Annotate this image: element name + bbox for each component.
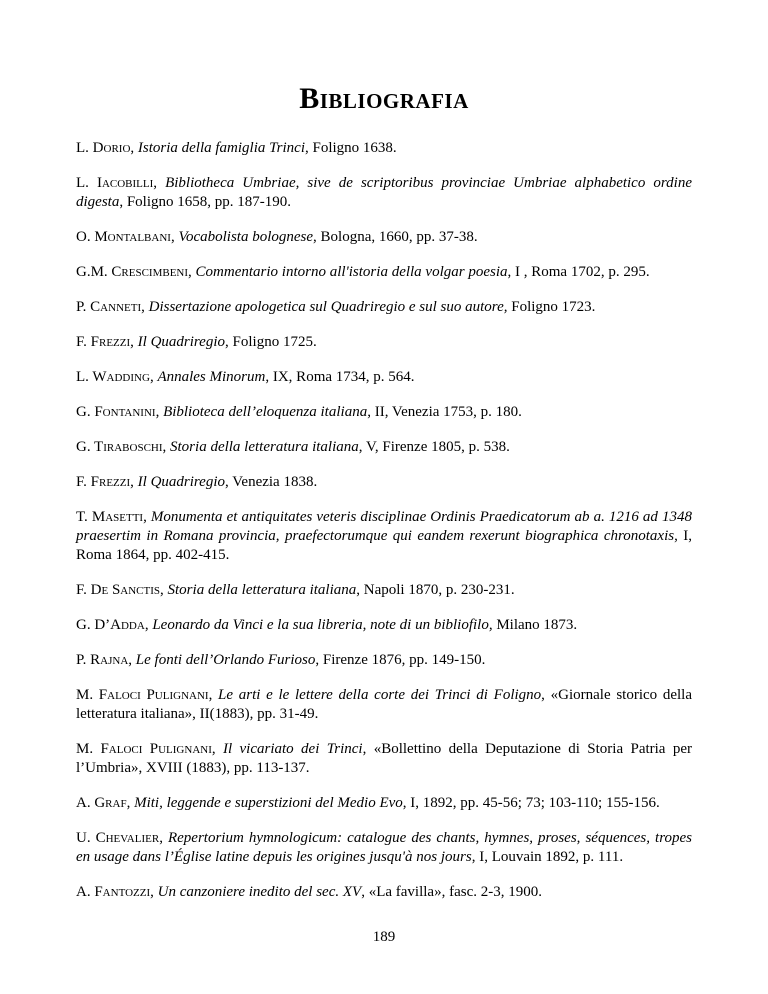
entry-title: Il Quadriregio — [137, 474, 226, 490]
entry-title: Le fonti dell’Orlando Furioso — [135, 652, 316, 668]
entry-author: G. Tiraboschi — [76, 439, 163, 455]
entry-separator: , — [153, 175, 166, 191]
entry-separator: , — [130, 140, 138, 156]
entry-publication-details: , «La favilla», fasc. 2-3, 1900. — [361, 884, 542, 900]
bibliography-entry — [76, 616, 692, 635]
entry-separator: , — [155, 404, 164, 420]
bibliography-entry — [76, 651, 692, 670]
bibliography-entry — [76, 473, 692, 492]
entry-title: Dissertazione apologetica sul Quadriregio e sul suo autore, — [148, 299, 508, 315]
entry-publication-details: , I , Roma 1702, p. 295. — [507, 264, 650, 280]
bibliography-entry — [76, 333, 692, 352]
entry-publication-details: , Foligno 1638. — [305, 140, 397, 156]
entry-author: M. Faloci Pulignani — [76, 687, 209, 703]
entry-separator: , — [162, 439, 171, 455]
entry-title: Un canzoniere inedito del sec. XV — [157, 884, 362, 900]
entry-separator: , — [144, 617, 153, 633]
entry-separator: , — [150, 884, 158, 900]
entry-author: A. Fantozzi — [76, 884, 151, 900]
entry-title: Commentario intorno all'istoria della volgar poesia — [195, 264, 508, 280]
entry-publication-details: , Napoli 1870, p. 230-231. — [356, 582, 515, 598]
entry-author: F. Frezzi — [76, 474, 131, 490]
entry-author: M. Faloci Pulignani — [76, 741, 212, 757]
entry-separator: , — [126, 795, 135, 811]
entry-publication-details: , Venezia 1838. — [225, 474, 318, 490]
entry-author: L. Iacobilli — [76, 175, 154, 191]
entry-separator: , — [130, 334, 138, 350]
entry-author: L. Wadding — [76, 369, 150, 385]
bibliography-entry — [76, 263, 692, 282]
entry-author: A. Graf — [76, 795, 127, 811]
entry-publication-details: , «Bollettino della Deputazione di Storia Patria per l’Umbria», XVIII (1883), pp. 113-137. — [76, 741, 692, 776]
bibliography-entry — [76, 438, 692, 457]
bibliography-entry — [76, 794, 692, 813]
entry-title: Repertorium hymnologicum: catalogue des chants, hymnes, proses, séquences, tropes en usage dans l’Église latine depuis les origines jusqu'à nos jours — [76, 830, 692, 865]
entry-title: Miti, leggende e superstizioni del Medio Evo — [134, 795, 403, 811]
entry-publication-details: Foligno 1723. — [507, 299, 596, 315]
entry-separator: , — [170, 229, 179, 245]
bibliography-list — [76, 139, 692, 918]
bibliography-entry — [76, 368, 692, 387]
bibliography-entry — [76, 298, 692, 317]
bibliography-entry — [76, 829, 692, 867]
entry-publication-details: , I, Roma 1864, pp. 402-415. — [76, 528, 692, 563]
entry-title: Le arti e le lettere della corte dei Trinci di Foligno — [218, 687, 542, 703]
entry-title: Bibliotheca Umbriae, sive de scriptoribus provinciae Umbriae alphabetico ordine digesta — [76, 175, 692, 210]
entry-title: Storia della letteratura italiana — [170, 439, 359, 455]
bibliography-entry — [76, 883, 692, 902]
bibliography-entry — [76, 686, 692, 724]
entry-publication-details: , II, Venezia 1753, p. 180. — [367, 404, 522, 420]
entry-separator: , — [130, 474, 138, 490]
entry-author: P. Canneti — [76, 299, 142, 315]
entry-author: F. Frezzi — [76, 334, 131, 350]
entry-title: Leonardo da Vinci e la sua libreria, note di un bibliofilo, — [152, 617, 493, 633]
entry-separator: , — [208, 687, 219, 703]
page-number: 189 — [372, 929, 396, 945]
bibliography-entry — [76, 403, 692, 422]
entry-author: P. Rajna — [76, 652, 129, 668]
entry-publication-details: , I, 1892, pp. 45-56; 73; 103-110; 155-156. — [402, 795, 660, 811]
entry-separator: , — [159, 830, 168, 846]
entry-author: F. De Sanctis — [76, 582, 161, 598]
entry-title: Biblioteca dell’eloquenza italiana — [163, 404, 368, 420]
bibliography-entry — [76, 508, 692, 565]
entry-author: G.M. Crescimbeni — [76, 264, 189, 280]
entry-publication-details: Milano 1873. — [492, 617, 578, 633]
entry-publication-details: , Bologna, 1660, pp. 37-38. — [313, 229, 478, 245]
entry-title: Storia della letteratura italiana — [167, 582, 357, 598]
entry-title: Il vicariato dei Trinci — [223, 741, 363, 757]
entry-publication-details: , V, Firenze 1805, p. 538. — [358, 439, 510, 455]
entry-author: G. Fontanini — [76, 404, 156, 420]
entry-publication-details: , I, Louvain 1892, p. 111. — [471, 849, 624, 865]
entry-separator: , — [149, 369, 158, 385]
entry-separator: , — [143, 509, 151, 525]
bibliography-entry — [76, 740, 692, 778]
entry-publication-details: , Firenze 1876, pp. 149-150. — [315, 652, 486, 668]
entry-author: G. D’Adda — [76, 617, 145, 633]
entry-title: Il Quadriregio — [137, 334, 226, 350]
entry-publication-details: , «Giornale storico della letteratura italiana», II(1883), pp. 31-49. — [76, 687, 692, 722]
entry-separator: , — [160, 582, 168, 598]
entry-title: Annales Minorum — [157, 369, 266, 385]
entry-author: L. Dorio — [76, 140, 131, 156]
entry-separator: , — [211, 741, 223, 757]
entry-separator: , — [128, 652, 136, 668]
entry-publication-details: , Foligno 1725. — [225, 334, 317, 350]
entry-separator: , — [188, 264, 196, 280]
entry-title: Vocabolista bolognese — [178, 229, 314, 245]
entry-author: T. Masetti — [76, 509, 144, 525]
entry-author: U. Chevalier — [76, 830, 160, 846]
entry-title: Istoria della famiglia Trinci — [137, 140, 305, 156]
entry-publication-details: , Foligno 1658, pp. 187-190. — [119, 194, 292, 210]
entry-publication-details: , IX, Roma 1734, p. 564. — [265, 369, 415, 385]
entry-separator: , — [141, 299, 149, 315]
bibliography-entry — [76, 228, 692, 247]
entry-author: O. Montalbani — [76, 229, 171, 245]
bibliography-entry — [76, 581, 692, 600]
bibliography-entry — [76, 174, 692, 212]
page-title: Bibliografia — [299, 82, 469, 115]
bibliography-entry — [76, 139, 692, 158]
entry-title: Monumenta et antiquitates veteris disciplinae Ordinis Praedicatorum ab a. 1216 ad 1348 praesertim in Romana provincia, praefectorumque qui eandem rexerunt biographica chronotaxis — [76, 509, 692, 544]
